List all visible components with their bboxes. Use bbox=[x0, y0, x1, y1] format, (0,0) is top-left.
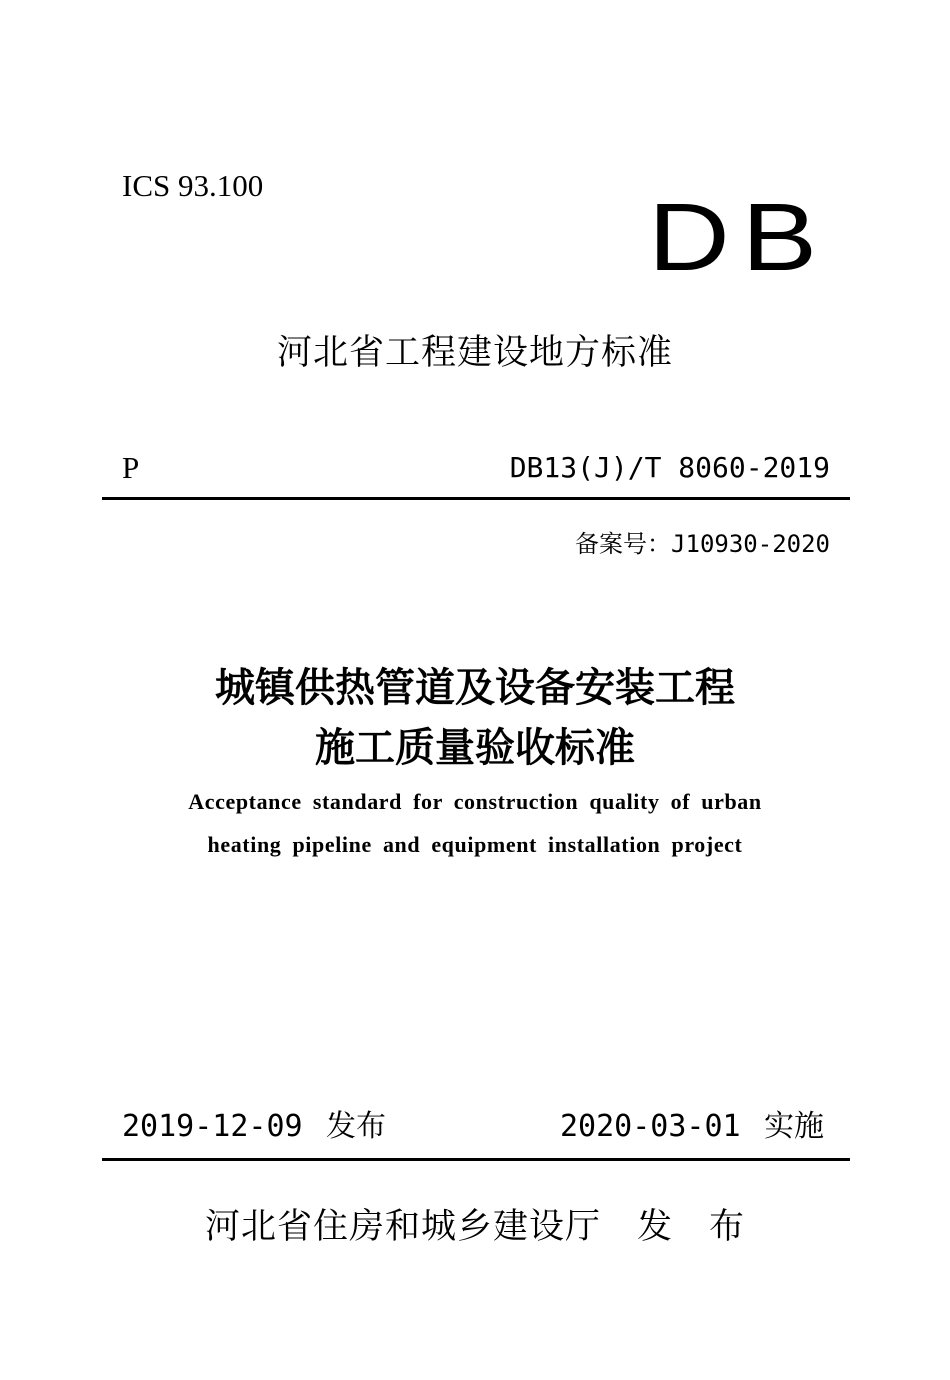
title-cn-line2: 施工质量验收标准 bbox=[315, 724, 635, 771]
standard-number: DB13(J)/T 8060-2019 bbox=[509, 451, 830, 484]
ics-code: ICS 93.100 bbox=[122, 168, 264, 203]
category-code: P bbox=[122, 450, 140, 485]
release-date: 2019-12-09 bbox=[122, 1109, 303, 1144]
title-en-line2: heating pipeline and equipment installation project bbox=[207, 832, 743, 857]
title-en-line1: Acceptance standard for construction quality of urban bbox=[188, 789, 762, 814]
filing-number: 备案号：J10930-2020 bbox=[575, 530, 830, 558]
standard-type: 河北省工程建设地方标准 bbox=[276, 333, 673, 373]
db-mark: DB bbox=[648, 184, 829, 291]
top-divider bbox=[102, 497, 850, 500]
title-cn-line1: 城镇供热管道及设备安装工程 bbox=[215, 664, 735, 711]
effective-label: 实施 bbox=[764, 1109, 824, 1144]
release-label: 发布 bbox=[326, 1109, 386, 1144]
effective-date: 2020-03-01 bbox=[560, 1109, 741, 1144]
bottom-divider bbox=[102, 1158, 850, 1161]
issuer: 河北省住房和城乡建设厅 发 布 bbox=[204, 1207, 745, 1247]
